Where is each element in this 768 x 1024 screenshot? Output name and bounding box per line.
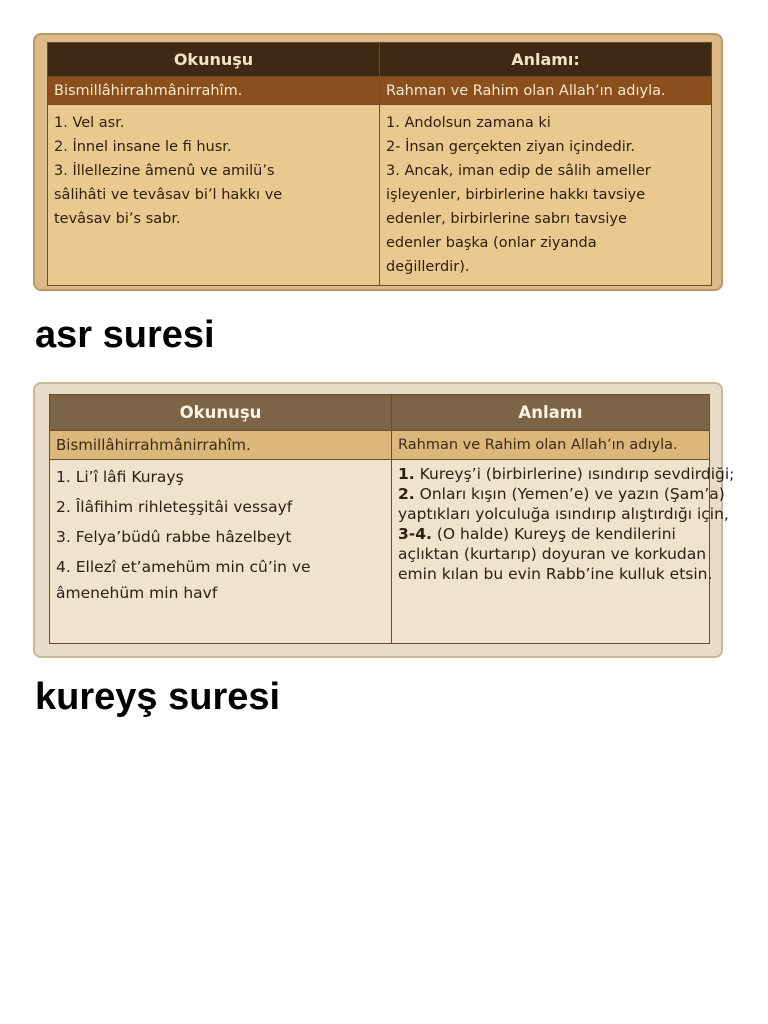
meaning-line — [398, 544, 707, 564]
reading-cell — [48, 105, 380, 286]
basmala-meaning: Rahman ve Rahim olan Allah’ın adıyla. — [380, 77, 712, 105]
reading-line: 2. İnnel insane le fi husr. — [54, 139, 232, 155]
verse-number: 1. — [398, 465, 415, 483]
meaning-text: açlıktan (kurtarıp) doyuran ve korkudan — [398, 545, 707, 563]
meaning-cell — [380, 105, 712, 286]
meaning-line: değillerdir). — [386, 259, 470, 275]
meaning-cell — [392, 460, 735, 644]
reading-line: 3. Felya’büdû rabbe hâzelbeyt — [56, 528, 292, 546]
reading-line: 3. İllellezine âmenû ve amilü’s — [54, 163, 275, 179]
kureys-surah-table-card — [33, 382, 735, 658]
meaning-line: 1. Andolsun zamana ki — [386, 115, 551, 131]
meaning-text: Kureyş’i (birbirlerine) ısındırıp sevdirdiği; — [414, 465, 735, 483]
asr-surah-table-card — [33, 33, 723, 291]
meaning-text: yaptıkları yolculuğa ısındırıp alıştırdığı için, — [398, 505, 729, 523]
asr-caption: asr suresi — [35, 314, 215, 356]
meaning-text: emin kılan bu evin Rabb’ine kulluk etsin. — [398, 565, 713, 583]
reading-column-header: Okunuşu — [48, 43, 380, 77]
meaning-line — [398, 524, 703, 544]
meaning-line: 2- İnsan gerçekten ziyan içindedir. — [386, 139, 635, 155]
asr-surah-table — [47, 42, 712, 286]
meaning-line: edenler başka (onlar ziyanda — [386, 235, 597, 251]
kureys-caption: kureyş suresi — [35, 676, 281, 718]
meaning-column-header: Anlamı: — [380, 43, 712, 77]
reading-line: 4. Ellezî et’amehüm min cû’in ve âmenehüm min havf — [56, 558, 311, 602]
reading-line: 2. Îlâfihim rihleteşşitâi vessayf — [56, 498, 293, 516]
reading-line: sâlihâti ve tevâsav bi’l hakkı ve — [54, 187, 283, 203]
meaning-line — [398, 464, 735, 484]
verse-number: 2. — [398, 485, 415, 503]
verse-number: 3-4. — [398, 525, 432, 543]
reading-column-header: Okunuşu — [50, 395, 392, 431]
meaning-line — [398, 504, 729, 524]
reading-line: 1. Vel asr. — [54, 115, 125, 131]
meaning-text: Onları kışın (Yemen’e) ve yazın (Şam’a) — [414, 485, 725, 503]
meaning-line: işleyenler, birbirlerine hakkı tavsiye — [386, 187, 646, 203]
meaning-line: edenler, birbirlerine sabrı tavsiye — [386, 211, 627, 227]
meaning-line — [398, 564, 713, 584]
reading-line: 1. Li’î lâfi Kurayş — [56, 468, 184, 486]
reading-cell — [50, 460, 392, 644]
reading-line: tevâsav bi’s sabr. — [54, 211, 181, 227]
meaning-line — [398, 484, 725, 504]
meaning-column-header: Anlamı — [392, 395, 710, 431]
meaning-line: 3. Ancak, iman edip de sâlih ameller — [386, 163, 651, 179]
basmala-reading: Bismillâhirrahmânirrahîm. — [48, 77, 380, 105]
basmala-meaning: Rahman ve Rahim olan Allah’ın adıyla. — [392, 431, 710, 460]
meaning-text: (O halde) Kureyş de kendilerini — [431, 525, 676, 543]
kureys-surah-table — [49, 394, 735, 644]
basmala-reading: Bismillâhirrahmânirrahîm. — [50, 431, 392, 460]
